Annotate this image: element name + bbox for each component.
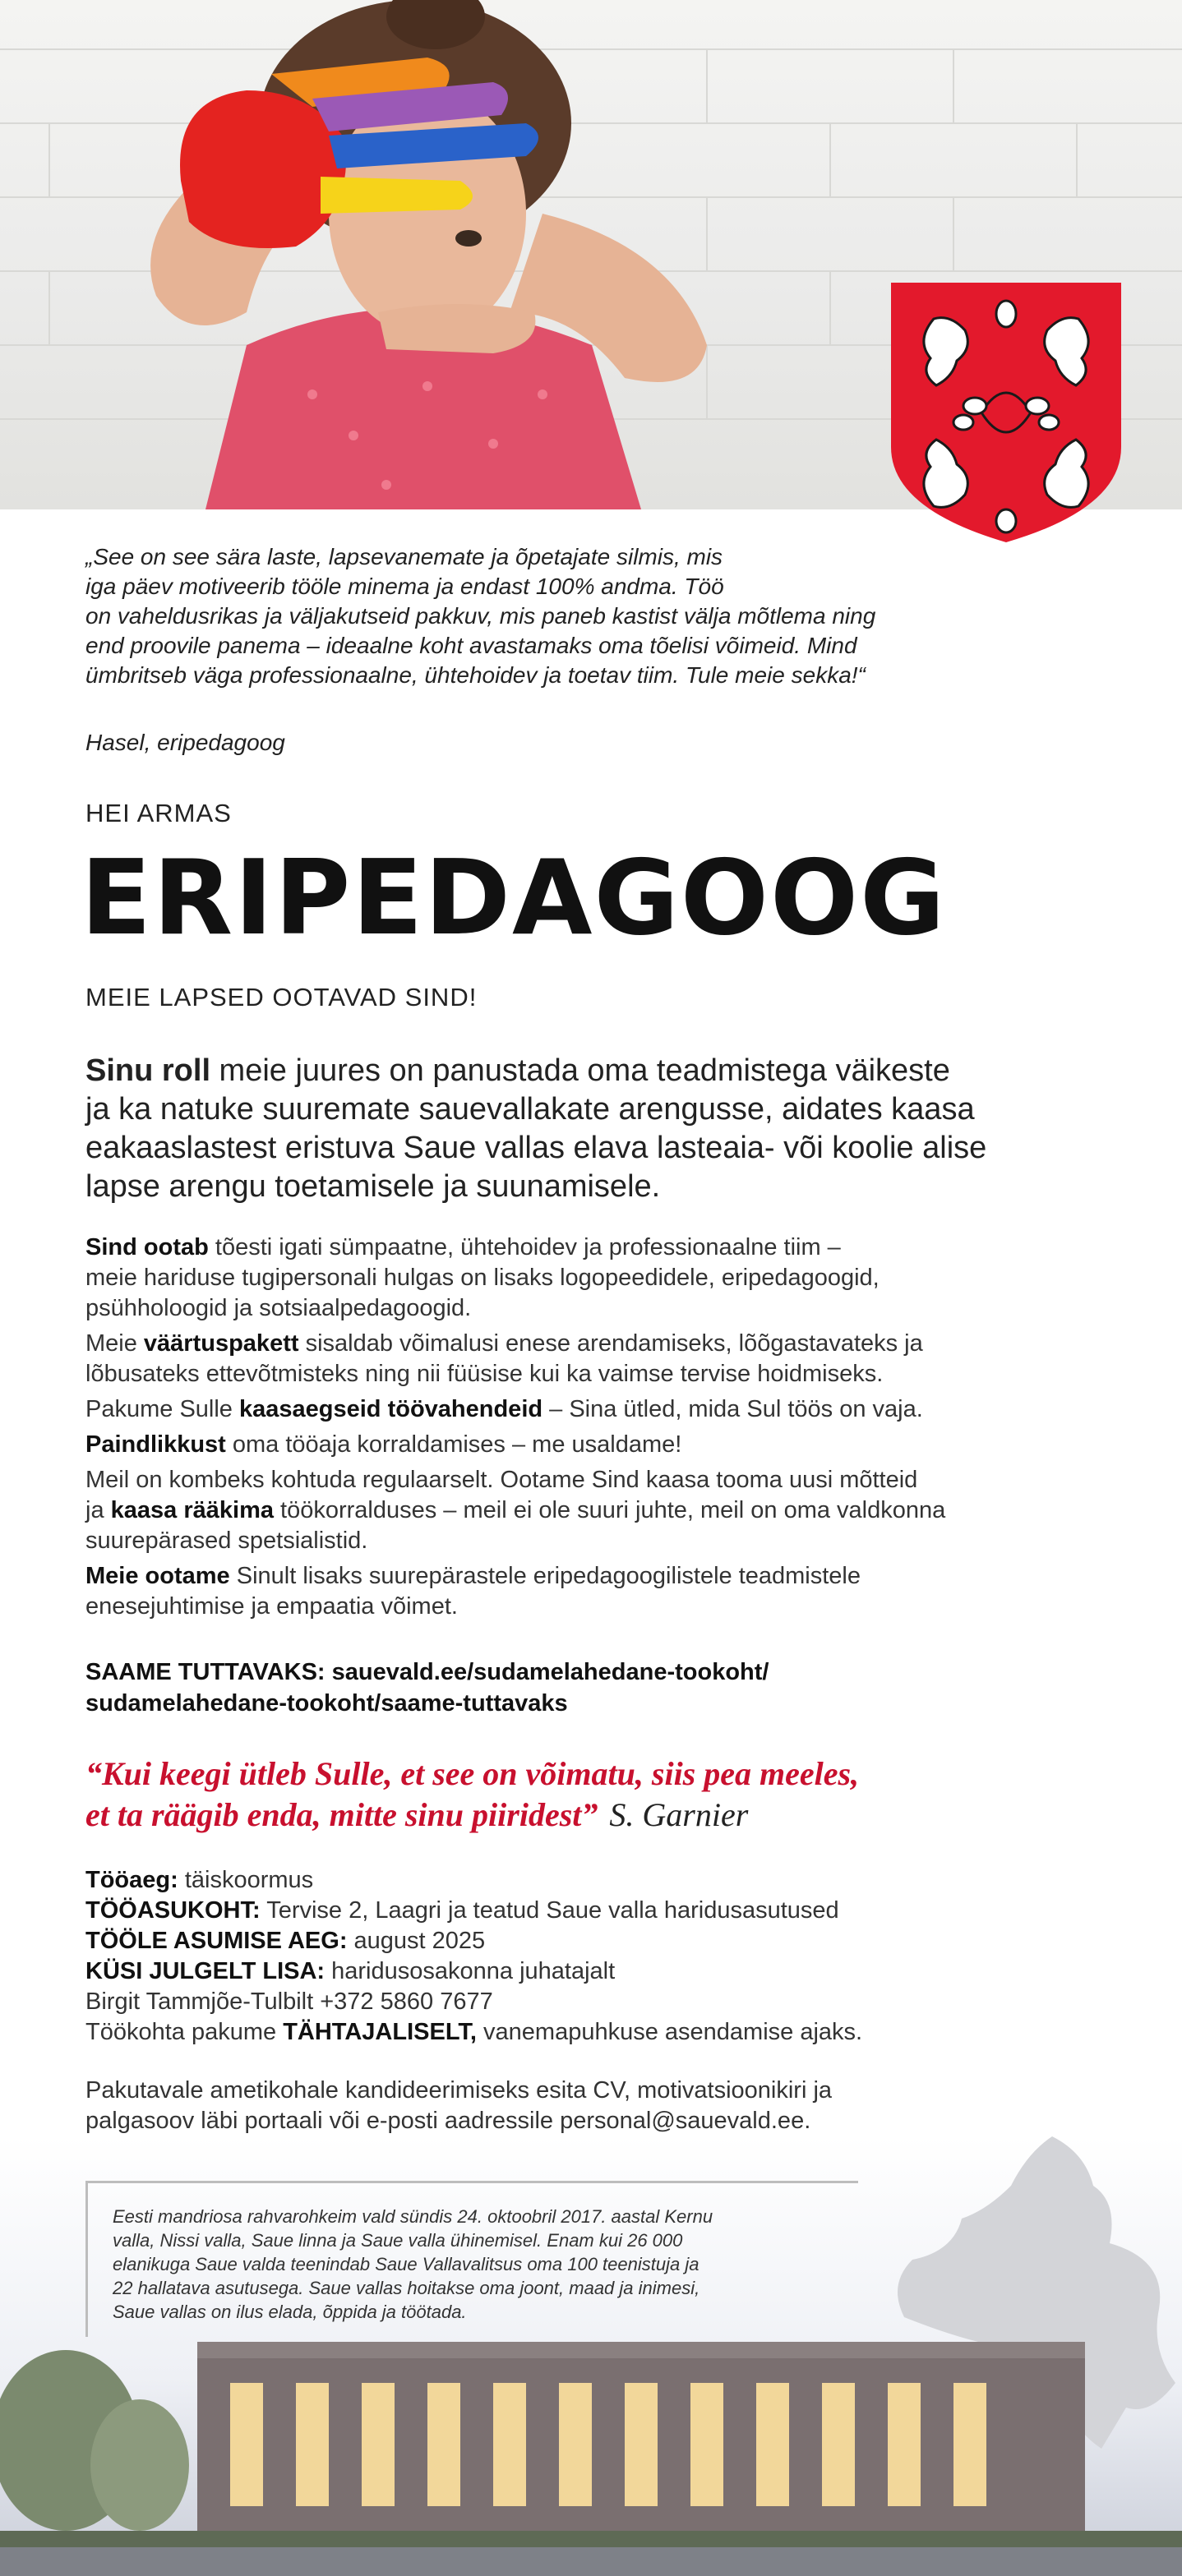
benefit-paragraph: Paindlikkust oma tööaja korraldamises – me usaldame! <box>85 1431 682 1458</box>
quote-line: iga päev motiveerib tööle minema ja endast 100% andma. Töö <box>85 574 724 599</box>
benefit-paragraph: Sind ootab tõesti igati sümpaatne, ühtehoidev ja professionaalne tiim – meie hariduse tugipersonali hulgas on lisaks logopeedidele, eripedagoogid, psühholoogid ja sotsiaalpedagoogid. <box>85 1234 880 1321</box>
info-line: 22 hallatava asutusega. Saue vallas hoitakse oma joont, maad ja inimesi, <box>113 2278 700 2298</box>
benefit-paragraph: Meil on kombeks kohtuda regulaarselt. Ootame Sind kaasa tooma uusi mõtteid ja kaasa rääkima töökorralduses – meil ei ole suuri juhte, meil on oma valdkonna suurepärased spetsialistid. <box>85 1467 946 1554</box>
info-line: Eesti mandriosa rahvarohkeim vald sündis 24. oktoobril 2017. aastal Kernu <box>113 2206 713 2227</box>
quote-author: Hasel, eripedagoog <box>85 730 285 755</box>
benefit-paragraph: Meie ootame Sinult lisaks suurepärastele eripedagoogilistele teadmistele enesejuhtimise ja empaatia võimet. <box>85 1563 861 1620</box>
tagline-text: MEIE LAPSED OOTAVAD SIND! <box>85 983 478 1012</box>
info-line: Saue vallas on ilus elada, õppida ja töötada. <box>113 2302 467 2322</box>
benefit-paragraph: Meie väärtuspakett sisaldab võimalusi enese arendamiseks, lõõgastavateks ja lõbusateks ettevõtmisteks ning nii füüsise kui ka vaimse tervise hoidmiseks. <box>85 1330 923 1387</box>
greeting-text: HEI ARMAS <box>85 799 232 827</box>
info-line: elanikuga Saue valda teenindab Saue Vallavalitsus oma 100 teenistuja ja <box>113 2254 700 2274</box>
job-title: ERIPEDAGOOG <box>81 837 947 958</box>
info-line: valla, Nissi valla, Saue linna ja Saue valla ühinemisel. Enam kui 26 000 <box>113 2230 683 2251</box>
benefits-section <box>85 1233 1121 1627</box>
quote-signature: S. Garnier <box>609 1796 749 1833</box>
quote-line: end proovile panema – ideaalne koht avastamaks oma tõelisi võimeid. Mind <box>85 633 857 658</box>
saue-coat-of-arms-logo <box>891 283 1121 542</box>
inspirational-quote: “Kui keegi ütleb Sulle, et see on võimatu, siis pea meeles, et ta räägib enda, mitte sinu piiridest” S. Garnier <box>85 1755 860 1833</box>
quote-line: „See on see sära laste, lapsevanemate ja õpetajate silmis, mis <box>85 544 723 569</box>
quote-line: ümbritseb väga professionaalne, ühtehoidev ja toetav tiim. Tule meie sekka!“ <box>85 662 866 688</box>
quote-line: on vaheldusrikas ja väljakutseid pakkuv, mis paneb kastist välja mõtlema ning <box>85 603 876 629</box>
benefit-paragraph: Pakume Sulle kaasaegseid töövahendeid – Sina ütled, mida Sul töös on vaja. <box>85 1396 923 1422</box>
job-details: Tööaeg: täiskoormus TÖÖASUKOHT: Tervise 2, Laagri ja teatud Saue valla haridusasutused TÖÖLE ASUMISE AEG: august 2025 KÜSI JULGELT LISA: haridusosakonna juhatajalt Birgit Tammjõe-Tulbilt +372 5860 7677 Töökohta pakume TÄHTAJALISELT, vanemapuhkuse asendamise ajaks. <box>85 1867 863 2045</box>
role-label: Sinu roll <box>85 1053 210 1088</box>
role-description: Sinu roll meie juures on panustada oma teadmistega väikeste ja ka natuke suuremate sauevallakate arengusse, aidates kaasa eakaaslastest eristuva Saue vallas elava lasteaia- või koolie alise lapse arengu toetamisele ja suunamisele. <box>85 1053 987 1204</box>
municipality-info-box <box>85 2181 858 2337</box>
application-instructions: Pakutavale ametikohale kandideerimiseks esita CV, motivatsioonikiri ja palgasoov läbi portaali või e-posti aadressile personal@sauevald.ee. <box>85 2077 833 2134</box>
get-acquainted-link[interactable]: SAAME TUTTAVAKS: sauevald.ee/sudamelahedane-tookoht/ sudamelahedane-tookoht/saame-tuttavaks <box>85 1659 769 1717</box>
testimonial-quote <box>85 542 1088 690</box>
